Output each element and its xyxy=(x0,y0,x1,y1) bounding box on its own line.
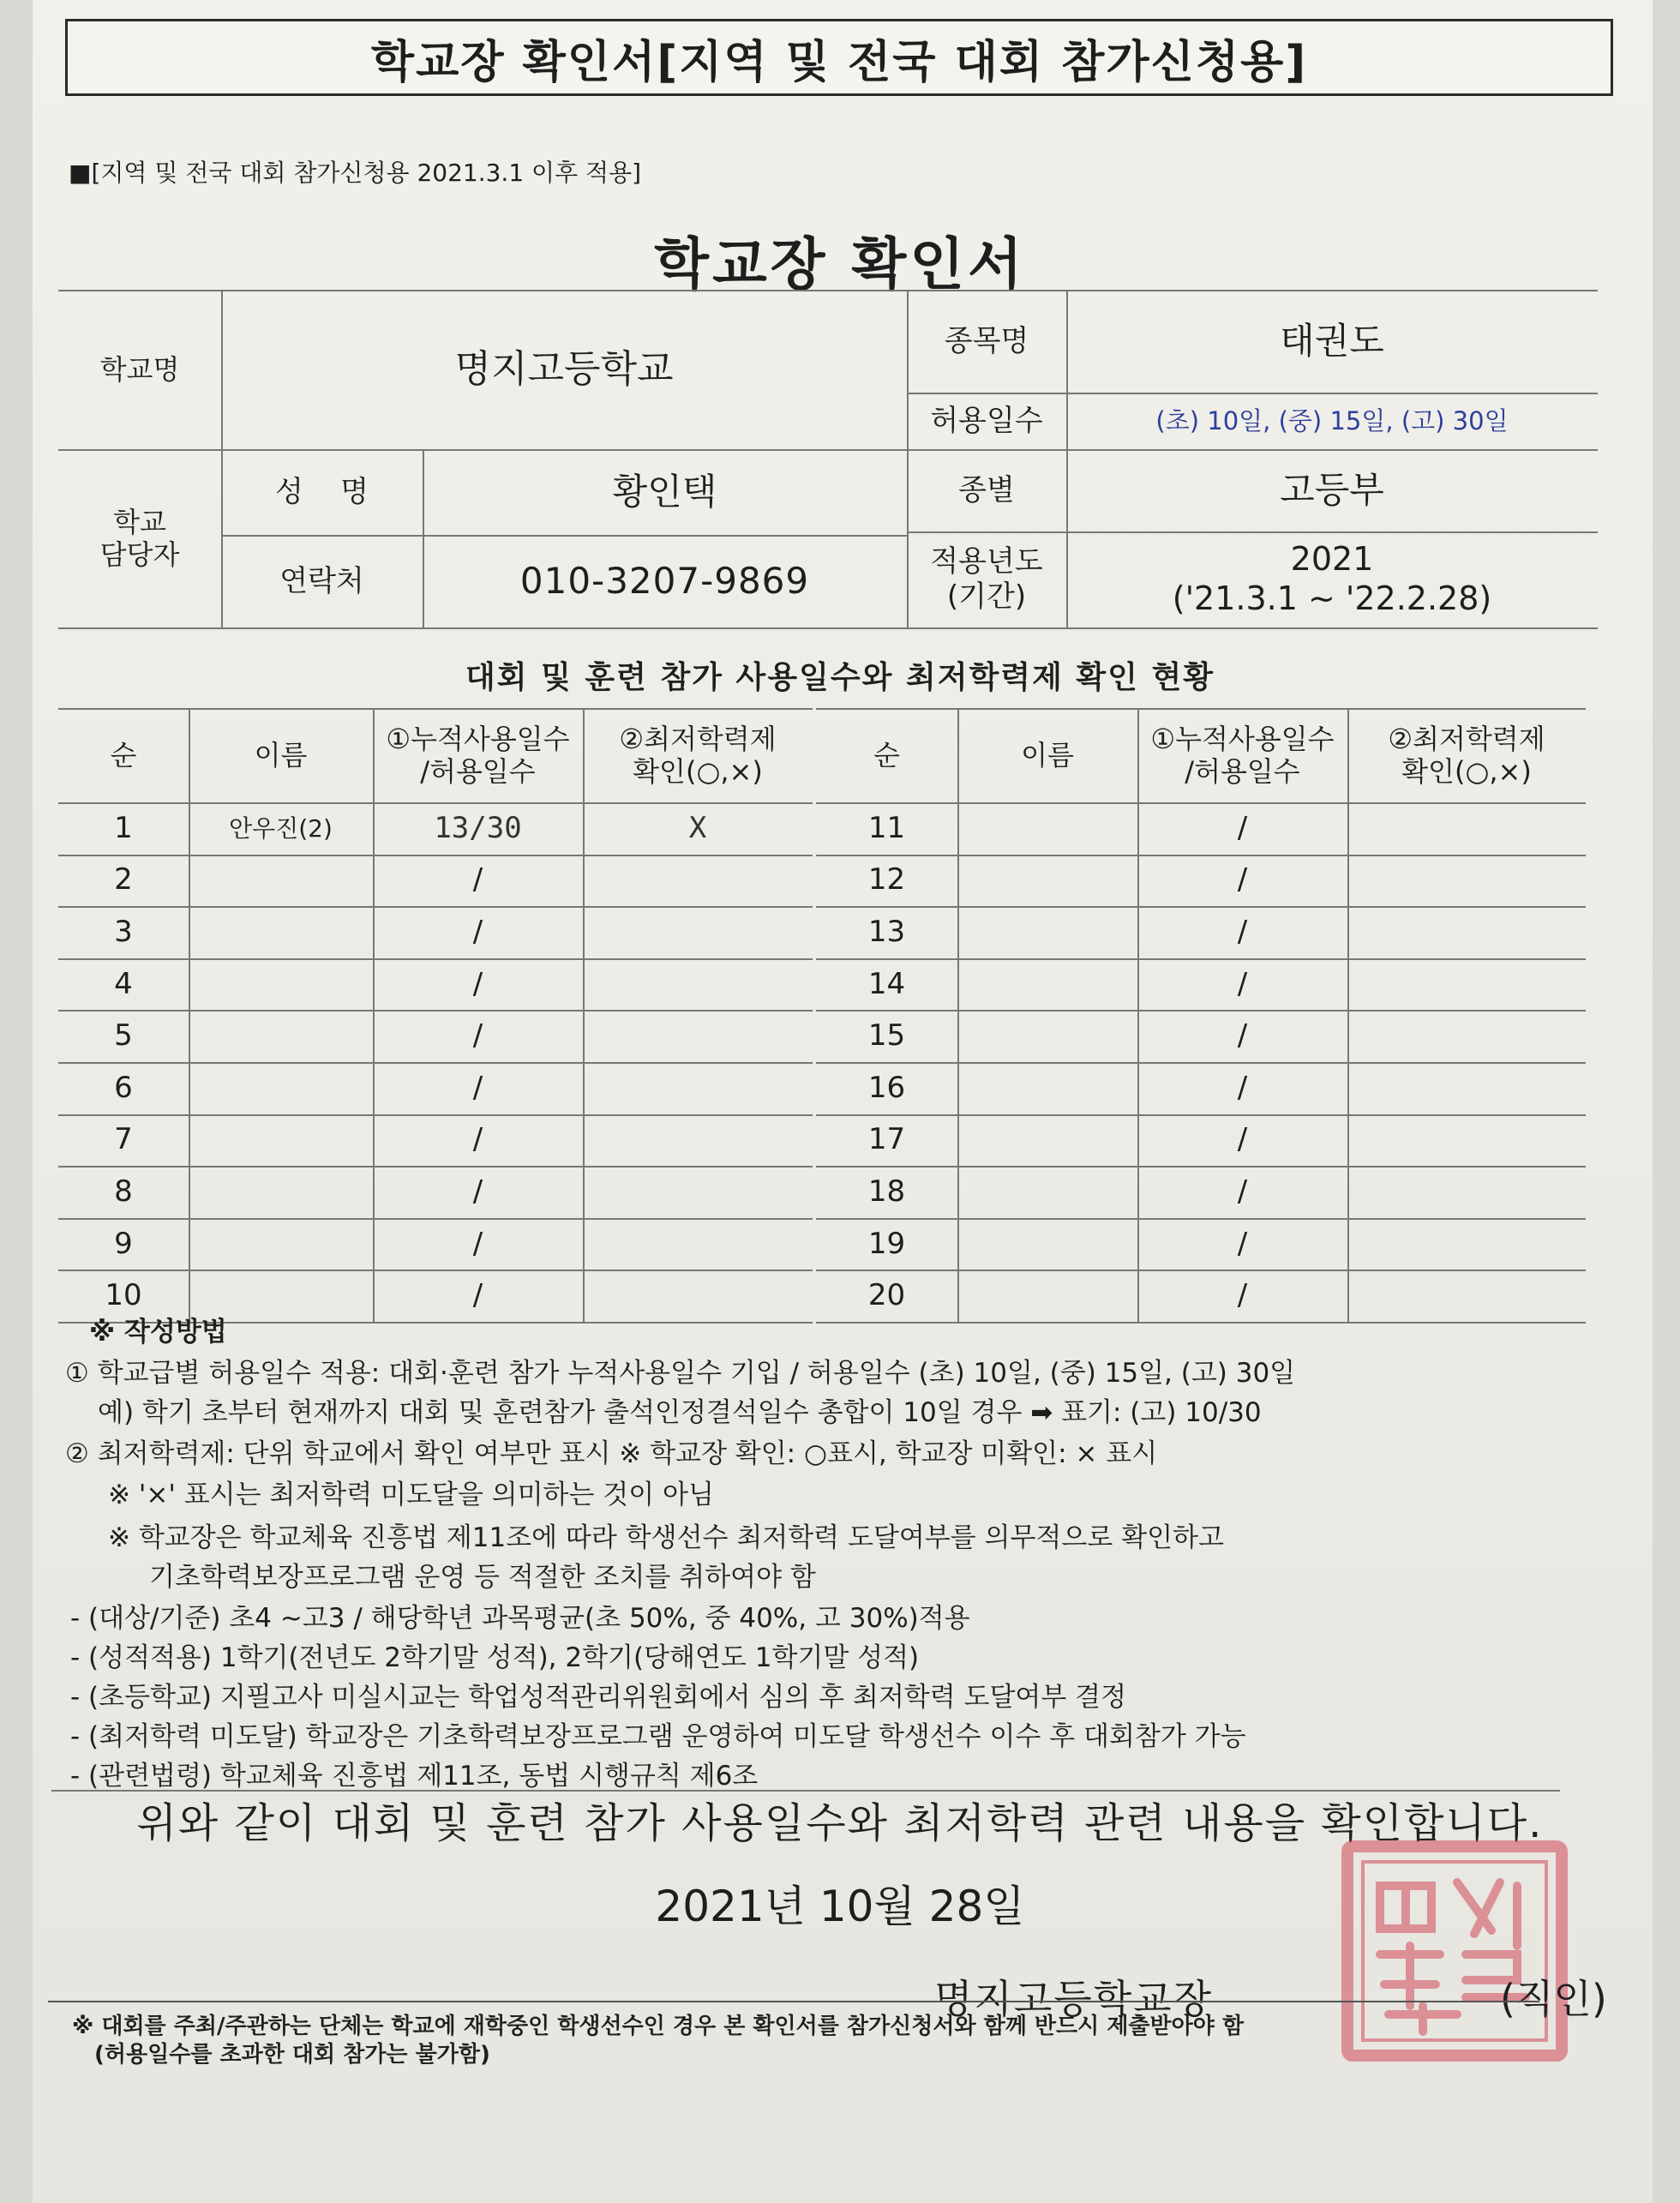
header-used-days-line2: /허용일수 xyxy=(1185,755,1300,788)
row-20-used: / xyxy=(1237,1278,1248,1313)
row-14-used: / xyxy=(1237,966,1248,1001)
row-3-no: 3 xyxy=(114,915,133,950)
row-20-name xyxy=(957,1270,1137,1322)
row-16-no: 16 xyxy=(867,1070,906,1105)
header-used-days xyxy=(1137,708,1347,802)
row-10-used: / xyxy=(472,1278,483,1313)
row-15-name xyxy=(957,1010,1137,1062)
event-label: 종목명 xyxy=(944,323,1029,358)
top-note: ■[지역 및 전국 대회 참가신청용 2021.3.1 이후 적용] xyxy=(69,159,642,187)
row-17-used: / xyxy=(1237,1122,1248,1157)
row-8-no: 8 xyxy=(114,1174,133,1210)
row-7-no: 7 xyxy=(114,1122,133,1157)
row-14-name xyxy=(957,958,1137,1011)
event-value: 태권도 xyxy=(1280,319,1384,362)
row-17-check xyxy=(1347,1114,1586,1167)
note-example: 예) 학기 초부터 현재까지 대회 및 훈련참가 출석인정결석일수 총합이 10일 경우 ➡ 표기: (고) 10/30 xyxy=(98,1397,1262,1428)
row-9-no: 9 xyxy=(114,1226,133,1261)
usage-table-left xyxy=(58,708,813,1322)
header-min-academic xyxy=(1347,708,1586,802)
header-used-days xyxy=(373,708,583,802)
row-6-used: / xyxy=(472,1070,483,1105)
footer-note xyxy=(72,2013,1244,2068)
school-value: 명지고등학교 xyxy=(454,346,674,391)
row-1-check: X xyxy=(688,810,707,845)
table-row-divider xyxy=(816,1322,1586,1324)
row-7-name xyxy=(189,1114,373,1167)
row-7-check xyxy=(583,1114,813,1167)
row-11-used: / xyxy=(1237,810,1248,845)
year-label-line1: 적용년도 xyxy=(930,544,1043,579)
footer-line-1: ※ 대회를 주최/주관하는 단체는 학교에 재학중인 학생선수인 경우 본 확인서를 참가신청서와 함께 반드시 제출받아야 함 xyxy=(72,2014,1245,2039)
row-13-name xyxy=(957,906,1137,958)
section-title: 대회 및 훈련 참가 사용일수와 최저학력제 확인 현황 xyxy=(465,660,1215,695)
footer-divider xyxy=(48,2001,1539,2002)
header-no-line1: 순 xyxy=(110,738,137,771)
header-no xyxy=(58,708,189,802)
allowed-days-value: (초) 10일, (중) 15일, (고) 30일 xyxy=(1155,405,1509,435)
row-20-no: 20 xyxy=(867,1278,906,1313)
row-6-no: 6 xyxy=(114,1070,133,1105)
row-4-used: / xyxy=(472,966,483,1001)
year-value xyxy=(1066,531,1598,627)
row-19-name xyxy=(957,1218,1137,1270)
confirmation-date: 2021년 10월 28일 xyxy=(655,1882,1025,1931)
header-min-academic xyxy=(583,708,813,802)
header-min-academic-line1: ②최저학력제 xyxy=(1388,722,1545,755)
row-4-name xyxy=(189,958,373,1011)
note-1: ① 학교급별 허용일수 적용: 대회·훈련 참가 누적사용일수 기입 / 허용일수 (초) 10일, (중) 15일, (고) 30일 xyxy=(65,1358,1296,1389)
header-used-days-line2: /허용일수 xyxy=(420,755,536,788)
contact-label: 연락처 xyxy=(279,563,364,598)
row-12-no: 12 xyxy=(867,862,906,897)
row-13-no: 13 xyxy=(867,915,906,950)
row-17-name xyxy=(957,1114,1137,1167)
header-min-academic-line2: 확인(○,×) xyxy=(1401,755,1532,788)
row-3-check xyxy=(583,906,813,958)
footer-line-2: (허용일수를 초과한 대회 참가는 불가함) xyxy=(94,2041,490,2068)
name-value: 황인택 xyxy=(612,470,717,513)
row-13-used: / xyxy=(1237,915,1248,950)
year-label-line2: (기간) xyxy=(946,579,1027,614)
row-20-check xyxy=(1347,1270,1586,1322)
seal-label: (직인) xyxy=(1500,1976,1607,2022)
contact-value: 010-3207-9869 xyxy=(519,559,810,602)
manager-label-line1: 학교 xyxy=(113,505,166,538)
row-5-no: 5 xyxy=(114,1018,133,1053)
row-15-used: / xyxy=(1237,1018,1248,1053)
row-3-used: / xyxy=(472,915,483,950)
header-used-days-line1: ①누적사용일수 xyxy=(386,722,570,755)
note-principal-duty-cont: 기초학력보장프로그램 운영 등 적절한 조치를 취하여야 함 xyxy=(149,1562,816,1593)
note-not-reached: - (최저학력 미도달) 학교장은 기초학력보장프로그램 운영하여 미도달 학생선수 이수 후 대회참가 가능 xyxy=(70,1721,1246,1752)
row-4-no: 4 xyxy=(114,966,133,1001)
note-2: ② 최저학력제: 단위 학교에서 확인 여부만 표시 ※ 학교장 확인: ○표시, 학교장 미확인: × 표시 xyxy=(65,1438,1158,1469)
row-16-check xyxy=(1347,1062,1586,1114)
row-1-used: 13/30 xyxy=(434,810,522,845)
row-18-check xyxy=(1347,1166,1586,1218)
header-min-academic-line2: 확인(○,×) xyxy=(633,755,763,788)
year-value-line1: 2021 xyxy=(1290,540,1374,579)
row-10-check xyxy=(583,1270,813,1322)
row-16-name xyxy=(957,1062,1137,1114)
school-info-table xyxy=(58,290,1598,629)
row-8-used: / xyxy=(472,1174,483,1210)
header-name xyxy=(189,708,373,802)
row-14-check xyxy=(1347,958,1586,1011)
row-5-name xyxy=(189,1010,373,1062)
row-19-check xyxy=(1347,1218,1586,1270)
row-1-name: 안우진(2) xyxy=(229,813,333,843)
row-7-used: / xyxy=(472,1122,483,1157)
row-14-no: 14 xyxy=(867,966,906,1001)
confirmation-text: 위와 같이 대회 및 훈련 참가 사용일수와 최저학력 관련 내용을 확인합니다. xyxy=(136,1799,1544,1847)
row-2-no: 2 xyxy=(114,862,133,897)
row-6-name xyxy=(189,1062,373,1114)
row-5-check xyxy=(583,1010,813,1062)
row-12-check xyxy=(1347,855,1586,907)
row-18-no: 18 xyxy=(867,1174,906,1210)
row-8-name xyxy=(189,1166,373,1218)
official-seal-stamp xyxy=(1337,1834,1574,2066)
banner-title: 학교장 확인서[지역 및 전국 대회 참가신청용] xyxy=(65,19,1613,96)
header-min-academic-line1: ②최저학력제 xyxy=(619,722,777,755)
note-principal-duty: ※ 학교장은 학교체육 진흥법 제11조에 따라 학생선수 최저학력 도달여부를 의무적으로 확인하고 xyxy=(108,1522,1224,1553)
note-grades: - (성적적용) 1학기(전년도 2학기말 성적), 2학기(당해연도 1학기말 성적) xyxy=(70,1642,920,1673)
row-12-name xyxy=(957,855,1137,907)
row-13-check xyxy=(1347,906,1586,958)
header-name xyxy=(957,708,1137,802)
row-17-no: 17 xyxy=(867,1122,906,1157)
manager-label xyxy=(58,449,221,627)
usage-table-right xyxy=(816,708,1586,1322)
row-18-name xyxy=(957,1166,1137,1218)
row-19-used: / xyxy=(1237,1226,1248,1261)
row-11-no: 11 xyxy=(867,810,906,845)
row-3-name xyxy=(189,906,373,958)
notes-heading: ※ 작성방법 xyxy=(89,1317,227,1348)
row-15-check xyxy=(1347,1010,1586,1062)
header-used-days-line1: ①누적사용일수 xyxy=(1150,722,1335,755)
row-9-name xyxy=(189,1218,373,1270)
note-x-mark: ※ '×' 표시는 최저학력 미도달을 의미하는 것이 아님 xyxy=(108,1480,714,1510)
header-no-line1: 순 xyxy=(873,738,900,771)
row-15-no: 15 xyxy=(867,1018,906,1053)
note-elementary: - (초등학교) 지필고사 미실시교는 학업성적관리위원회에서 심의 후 최저학력 도달여부 결정 xyxy=(70,1682,1127,1713)
row-5-used: / xyxy=(472,1018,483,1053)
header-name-line1: 이름 xyxy=(1021,738,1074,771)
division-value: 고등부 xyxy=(1280,468,1384,511)
manager-label-line2: 담당자 xyxy=(99,538,180,571)
row-8-check xyxy=(583,1166,813,1218)
year-label xyxy=(907,531,1066,627)
row-11-name xyxy=(957,802,1137,855)
note-law: - (관련법령) 학교체육 진흥법 제11조, 동법 시행규칙 제6조 xyxy=(70,1761,759,1792)
row-11-check xyxy=(1347,802,1586,855)
year-value-line2: ('21.3.1 ~ '22.2.28) xyxy=(1172,579,1492,617)
row-18-used: / xyxy=(1237,1174,1248,1210)
row-2-check xyxy=(583,855,813,907)
school-label: 학교명 xyxy=(99,352,180,386)
row-6-check xyxy=(583,1062,813,1114)
row-9-used: / xyxy=(472,1226,483,1261)
row-1-no: 1 xyxy=(114,810,133,845)
document-title: 학교장 확인서 xyxy=(654,231,1026,297)
principal-signature: 명지고등학교장 xyxy=(934,1976,1214,2022)
row-2-used: / xyxy=(472,862,483,897)
row-16-used: / xyxy=(1237,1070,1248,1105)
header-name-line1: 이름 xyxy=(254,738,308,771)
allowed-days-label: 허용일수 xyxy=(930,403,1043,438)
note-target: - (대상/기준) 초4 ~고3 / 해당학년 과목평균(초 50%, 중 40%, 고 30%)적용 xyxy=(70,1603,970,1634)
name-label: 성 명 xyxy=(275,474,369,509)
division-label: 종별 xyxy=(958,472,1015,507)
row-4-check xyxy=(583,958,813,1011)
row-2-name xyxy=(189,855,373,907)
row-12-used: / xyxy=(1237,862,1248,897)
header-no xyxy=(816,708,957,802)
row-19-no: 19 xyxy=(867,1226,906,1261)
row-9-check xyxy=(583,1218,813,1270)
row-10-no: 10 xyxy=(105,1278,142,1313)
